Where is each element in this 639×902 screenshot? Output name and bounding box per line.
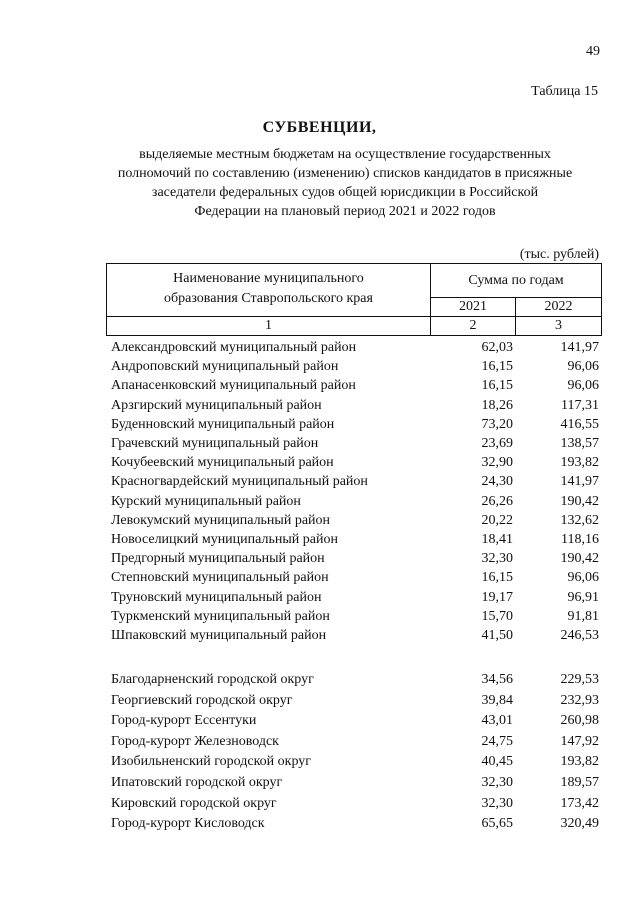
amount-2022: 193,82 [560,455,599,470]
subtitle-line: Федерации на плановый период 2021 и 2022 годов [194,204,496,219]
amount-2021: 16,15 [481,359,513,374]
header-name-column [107,269,430,309]
amount-2022: 173,42 [560,796,599,811]
table-caption: Таблица 15 [531,84,598,99]
table-row [0,670,639,689]
table-row [0,357,639,376]
amount-2022: 189,57 [560,775,599,790]
amount-2022: 260,98 [560,713,599,728]
document-subtitle [110,145,580,221]
table-row [0,434,639,453]
amount-2021: 43,01 [481,713,513,728]
amount-2021: 40,45 [481,754,513,769]
table-row [0,732,639,751]
municipality-name: Красногвардейский муниципальный район [111,474,368,489]
table-header [106,263,602,336]
municipality-name: Буденновский муниципальный район [111,417,335,432]
amount-2022: 132,62 [560,513,599,528]
border-line [106,335,602,336]
table-row [0,607,639,626]
table-row [0,711,639,730]
border-line [430,297,602,298]
header-sum-column: Сумма по годам [468,273,564,288]
amount-2021: 41,50 [481,628,513,643]
amount-2021: 26,26 [481,494,513,509]
amount-2021: 32,30 [481,551,513,566]
municipality-name: Шпаковский муниципальный район [111,628,327,643]
municipality-name: Курский муниципальный район [111,494,301,509]
header-name-line: Наименование муниципального [173,271,364,286]
municipality-name: Изобильненский городской округ [111,754,312,769]
amount-2021: 15,70 [481,609,513,624]
municipality-name: Апанасенковский муниципальный район [111,378,356,393]
header-name-line: образования Ставропольского края [164,291,373,306]
amount-2021: 24,30 [481,474,513,489]
amount-2021: 19,17 [481,590,513,605]
amount-2021: 32,30 [481,796,513,811]
municipality-name: Степновский муниципальный район [111,570,329,585]
table-row [0,472,639,491]
amount-2021: 18,41 [481,532,513,547]
amount-2022: 190,42 [560,551,599,566]
municipality-name: Труновский муниципальный район [111,590,322,605]
table-row [0,773,639,792]
border-line [106,263,602,264]
table-row [0,453,639,472]
municipality-name: Благодарненский городской округ [111,672,314,687]
municipality-name: Предгорный муниципальный район [111,551,325,566]
table-row [0,691,639,710]
municipality-name: Ипатовский городской округ [111,775,283,790]
table-row [0,511,639,530]
column-number-2: 2 [469,318,477,333]
amount-2022: 141,97 [560,340,599,355]
amount-2021: 20,22 [481,513,513,528]
table-row [0,626,639,645]
amount-2022: 96,06 [567,359,599,374]
amount-2022: 246,53 [560,628,599,643]
subtitle-line: полномочий по составлению (изменению) списков кандидатов в присяжные [117,166,573,181]
amount-2022: 320,49 [560,816,599,831]
municipality-name: Георгиевский городской округ [111,693,293,708]
amount-2022: 96,06 [567,378,599,393]
header-year-2021: 2021 [459,299,487,314]
municipality-name: Кочубеевский муниципальный район [111,455,334,470]
subtitle-line: выделяемые местным бюджетам на осуществление государственных [139,147,551,162]
municipality-name: Арзгирский муниципальный район [111,398,322,413]
amount-2021: 18,26 [481,398,513,413]
amount-2021: 24,75 [481,734,513,749]
table-row [0,338,639,357]
amount-2022: 117,31 [561,398,599,413]
amount-2021: 16,15 [481,378,513,393]
amount-2022: 416,55 [560,417,599,432]
table-row [0,568,639,587]
amount-2021: 34,56 [481,672,513,687]
column-number-3: 3 [555,318,562,333]
table-row [0,530,639,549]
amount-2021: 39,84 [481,693,513,708]
municipality-name: Туркменский муниципальный район [111,609,330,624]
table-row [0,396,639,415]
amount-2021: 73,20 [481,417,513,432]
table-row [0,588,639,607]
municipality-name: Новоселицкий муниципальный район [111,532,338,547]
amount-2022: 138,57 [560,436,599,451]
page-number: 49 [586,44,600,59]
column-number-1: 1 [265,318,272,333]
table-row [0,752,639,771]
municipality-name: Андроповский муниципальный район [111,359,339,374]
amount-2022: 118,16 [561,532,599,547]
table-row [0,814,639,833]
amount-2022: 141,97 [560,474,599,489]
amount-2022: 147,92 [560,734,599,749]
border-line [106,316,602,317]
amount-2022: 96,91 [567,590,599,605]
municipality-name: Кировский городской округ [111,796,277,811]
municipality-name: Город-курорт Кисловодск [111,816,265,831]
border-line [601,263,602,336]
document-title: СУБВЕНЦИИ, [262,119,377,136]
municipality-name: Грачевский муниципальный район [111,436,319,451]
amount-2021: 16,15 [481,570,513,585]
amount-2022: 193,82 [560,754,599,769]
amount-2022: 91,81 [567,609,599,624]
amount-2022: 96,06 [567,570,599,585]
amount-2021: 32,90 [481,455,513,470]
amount-2021: 65,65 [481,816,513,831]
amount-2022: 190,42 [560,494,599,509]
municipality-name: Город-курорт Железноводск [111,734,279,749]
municipality-name: Город-курорт Ессентуки [111,713,257,728]
table-row [0,376,639,395]
table-row [0,492,639,511]
municipality-name: Александровский муниципальный район [111,340,357,355]
table-row [0,794,639,813]
subtitle-line: заседатели федеральных судов общей юрисдикции в Российской [151,185,539,200]
units-label: (тыс. рублей) [519,247,599,262]
amount-2022: 232,93 [560,693,599,708]
municipality-name: Левокумский муниципальный район [111,513,331,528]
amount-2022: 229,53 [560,672,599,687]
amount-2021: 32,30 [481,775,513,790]
amount-2021: 23,69 [481,436,513,451]
table-row [0,415,639,434]
header-year-2022: 2022 [544,299,573,314]
amount-2021: 62,03 [481,340,513,355]
table-row [0,549,639,568]
